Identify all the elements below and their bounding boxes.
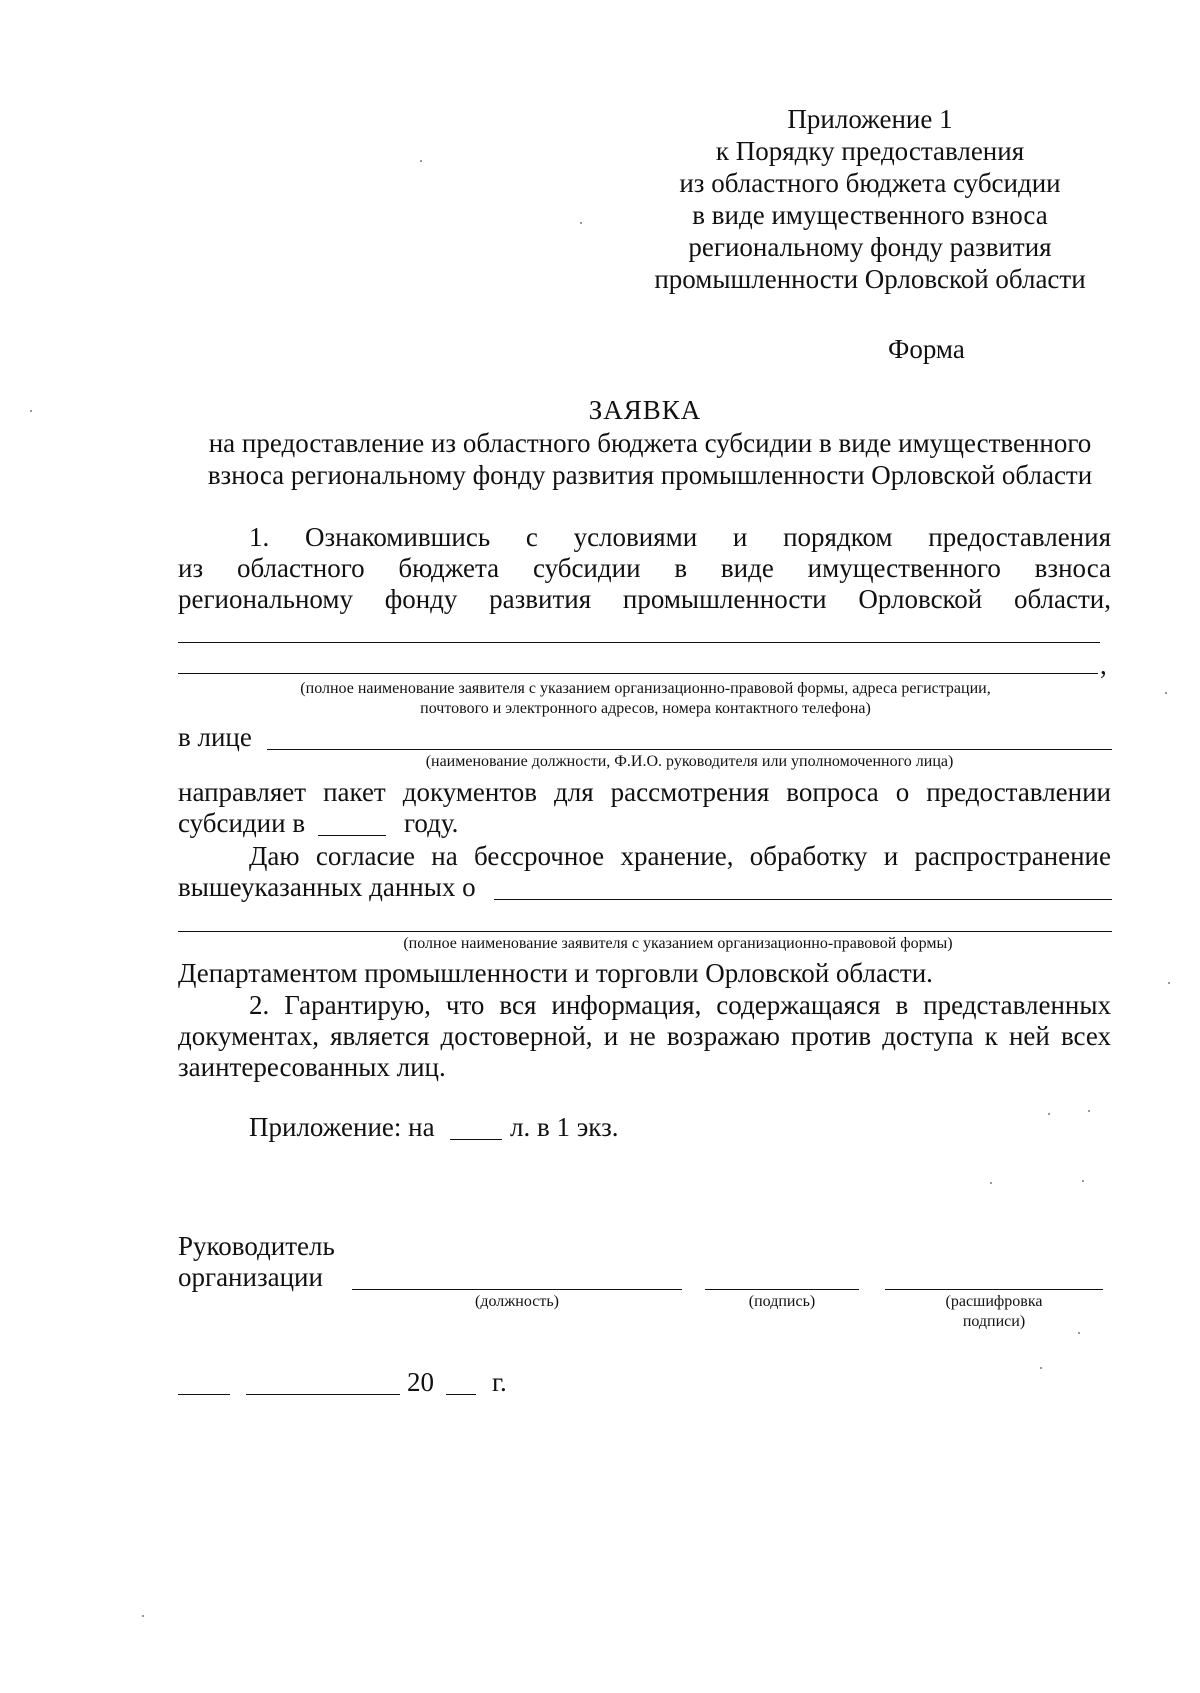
- attachment-pages-field[interactable]: [450, 1139, 502, 1140]
- in-person-field[interactable]: [267, 749, 1112, 750]
- consent-subject-field[interactable]: [494, 899, 1112, 900]
- scan-speck: [990, 1182, 992, 1184]
- applicant-name-field-2[interactable]: [178, 673, 1098, 674]
- applicant-hint: почтового и электронного адресов, номера контактного телефона): [420, 700, 871, 717]
- position-hint: (должность): [475, 1293, 559, 1310]
- in-person-hint: (наименование должности, Ф.И.О. руководителя или уполномоченного лица): [425, 753, 954, 770]
- applicant-name-field[interactable]: [178, 642, 1100, 643]
- department-line: Департаментом промышленности и торговли Орловской области.: [178, 958, 933, 988]
- scan-speck: [1165, 692, 1167, 694]
- appendix-line: в виде имущественного взноса: [692, 200, 1048, 230]
- date-year-suffix: г.: [492, 1367, 507, 1397]
- signature-hint: (подпись): [748, 1293, 816, 1310]
- signature-decoding-field[interactable]: [885, 1289, 1103, 1290]
- date-year-field[interactable]: [446, 1394, 476, 1395]
- date-month-field[interactable]: [246, 1394, 400, 1395]
- para2-line: документах, является достоверной, и не возражаю против доступа к ней всех: [178, 1021, 1111, 1051]
- appendix-line: из областного бюджета субсидии: [679, 168, 1061, 198]
- document-subtitle-line: на предоставление из областного бюджета субсидии в виде имущественного: [208, 428, 1092, 458]
- appendix-header: [640, 103, 1100, 295]
- consent-line: Даю согласие на бессрочное хранение, обработку и распространение: [249, 841, 1111, 871]
- decoding-hint: подписи): [962, 1313, 1026, 1330]
- scan-speck: [1088, 1110, 1090, 1112]
- scan-speck: [1040, 1367, 1042, 1369]
- scan-speck: [1078, 1332, 1080, 1334]
- form-label: Форма: [888, 334, 965, 364]
- position-field[interactable]: [352, 1289, 682, 1290]
- in-person-label: в лице: [178, 722, 252, 752]
- consent-subject-field-2[interactable]: [178, 931, 1112, 932]
- appendix-line: к Порядку предоставления: [715, 136, 1025, 166]
- consent-line: вышеуказанных данных о: [178, 872, 476, 902]
- appendix-line: промышленности Орловской области: [654, 264, 1086, 294]
- appendix-line: региональному фонду развития: [688, 232, 1052, 262]
- para2-line: заинтересованных лиц.: [178, 1052, 446, 1082]
- scan-speck: [1168, 982, 1170, 984]
- para1-line: из областного бюджета субсидии в виде имущественного взноса: [178, 553, 1111, 583]
- scan-speck: [580, 222, 582, 224]
- sends-line: направляет пакет документов для рассмотрения вопроса о предоставлении: [178, 777, 1111, 807]
- applicant-hint: (полное наименование заявителя с указанием организационно-правовой формы, адреса регистрации,: [300, 680, 991, 697]
- appendix-line: Приложение 1: [787, 104, 953, 134]
- scan-speck: [1082, 1180, 1084, 1182]
- year-field[interactable]: [318, 835, 386, 836]
- para1-line: региональному фонду развития промышленности Орловской области,: [178, 584, 1111, 614]
- date-year-prefix: 20: [407, 1367, 434, 1397]
- signature-head-line: организации: [178, 1262, 323, 1292]
- year-word: году.: [404, 808, 459, 838]
- document-subtitle-line: взноса региональному фонду развития промышленности Орловской области: [207, 460, 1093, 490]
- decoding-hint: (расшифровка: [945, 1293, 1043, 1310]
- para1-line: 1. Ознакомившись с условиями и порядком предоставления: [249, 522, 1111, 552]
- attachment-prefix: Приложение: на: [249, 1112, 435, 1142]
- scan-speck: [30, 410, 32, 412]
- para2-line: 2. Гарантирую, что вся информация, содержащаяся в представленных: [249, 990, 1111, 1020]
- scan-speck: [1048, 1113, 1050, 1115]
- document-title: ЗАЯВКА: [588, 395, 702, 425]
- comma-mark: ,: [1100, 650, 1107, 680]
- scan-speck: [420, 160, 422, 162]
- subsidy-in-label: субсидии в: [178, 808, 306, 838]
- signature-field[interactable]: [705, 1289, 859, 1290]
- applicant-hint-2: (полное наименование заявителя с указанием организационно-правовой формы): [403, 935, 953, 952]
- attachment-suffix: л. в 1 экз.: [510, 1112, 619, 1142]
- scan-speck: [142, 1615, 144, 1617]
- date-day-field[interactable]: [178, 1394, 230, 1395]
- signature-head-line: Руководитель: [178, 1231, 335, 1261]
